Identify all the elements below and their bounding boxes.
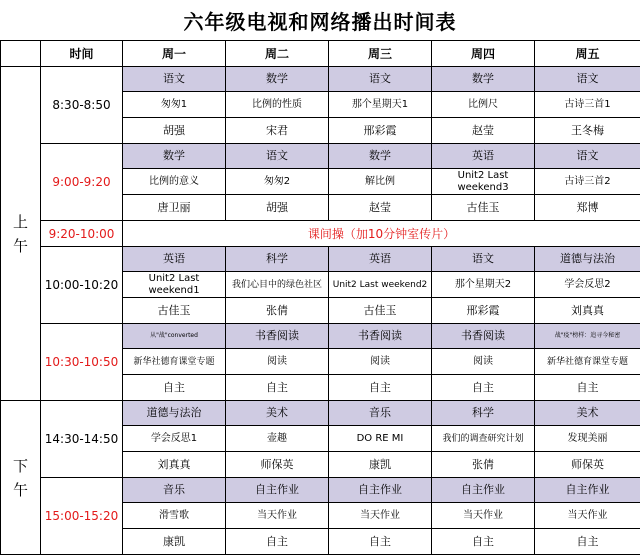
teacher-cell: 胡强 bbox=[226, 195, 329, 221]
subject-cell: 科学 bbox=[432, 401, 535, 426]
subject-cell: 语文 bbox=[535, 67, 640, 92]
subject-cell: 数学 bbox=[123, 144, 226, 169]
teacher-cell: 郑博 bbox=[535, 195, 640, 221]
subject-cell: 书香阅读 bbox=[329, 324, 432, 349]
break-label: 课间操（加10分钟室传片） bbox=[123, 221, 640, 247]
teacher-cell: 自主 bbox=[329, 375, 432, 401]
teacher-cell: 赵莹 bbox=[329, 195, 432, 221]
topic-cell: 阅读 bbox=[329, 349, 432, 375]
topic-cell: 比例尺 bbox=[432, 92, 535, 118]
topic-cell: 我们的调查研究计划 bbox=[432, 426, 535, 452]
teacher-cell: 自主 bbox=[123, 375, 226, 401]
teacher-cell: 师保英 bbox=[226, 452, 329, 478]
slot-subject-row bbox=[1, 144, 640, 169]
subject-cell: 数学 bbox=[226, 67, 329, 92]
topic-cell: Unit2 Last weekend1 bbox=[123, 272, 226, 298]
topic-cell: 当天作业 bbox=[226, 503, 329, 529]
subject-cell: 道德与法治 bbox=[123, 401, 226, 426]
header-time: 时间 bbox=[41, 41, 123, 67]
header-day-thu: 周四 bbox=[432, 41, 535, 67]
teacher-cell: 古佳玉 bbox=[123, 298, 226, 324]
teacher-cell: 康凯 bbox=[123, 529, 226, 555]
topic-cell: 当天作业 bbox=[535, 503, 640, 529]
subject-cell: 从"战"converted bbox=[123, 324, 226, 349]
teacher-cell: 赵莹 bbox=[432, 118, 535, 144]
slot-subject-row bbox=[1, 247, 640, 272]
slot-time: 14:30-14:50 bbox=[41, 401, 123, 478]
header-day-fri: 周五 bbox=[535, 41, 640, 67]
subject-cell: 数学 bbox=[432, 67, 535, 92]
topic-cell: 当天作业 bbox=[329, 503, 432, 529]
topic-cell: 学会反思2 bbox=[535, 272, 640, 298]
subject-cell: 自主作业 bbox=[535, 478, 640, 503]
subject-cell: 语文 bbox=[329, 67, 432, 92]
slot-subject-row bbox=[1, 67, 640, 92]
subject-cell: 英语 bbox=[123, 247, 226, 272]
topic-cell: 学会反思1 bbox=[123, 426, 226, 452]
teacher-cell: 自主 bbox=[432, 529, 535, 555]
subject-cell: 战"疫"榜样：追寻今秘密 bbox=[535, 324, 640, 349]
teacher-cell: 自主 bbox=[226, 375, 329, 401]
morning-label: 上 午 bbox=[1, 67, 41, 401]
subject-cell: 音乐 bbox=[329, 401, 432, 426]
topic-cell: 新华社德育课堂专题 bbox=[123, 349, 226, 375]
subject-cell: 科学 bbox=[226, 247, 329, 272]
subject-cell: 书香阅读 bbox=[226, 324, 329, 349]
subject-cell: 道德与法治 bbox=[535, 247, 640, 272]
subject-cell: 语文 bbox=[226, 144, 329, 169]
teacher-cell: 自主 bbox=[535, 375, 640, 401]
header-day-mon: 周一 bbox=[123, 41, 226, 67]
subject-cell: 英语 bbox=[432, 144, 535, 169]
topic-cell: 阅读 bbox=[226, 349, 329, 375]
topic-cell: 新华社德育课堂专题 bbox=[535, 349, 640, 375]
slot-time: 8:30-8:50 bbox=[41, 67, 123, 144]
subject-cell: 语文 bbox=[432, 247, 535, 272]
teacher-cell: 自主 bbox=[432, 375, 535, 401]
topic-cell: 滑雪歌 bbox=[123, 503, 226, 529]
afternoon-label: 下 午 bbox=[1, 401, 41, 555]
topic-cell: 匆匆2 bbox=[226, 169, 329, 195]
corner-cell bbox=[1, 41, 41, 67]
topic-cell: 古诗三首2 bbox=[535, 169, 640, 195]
teacher-cell: 胡强 bbox=[123, 118, 226, 144]
slot-time: 9:00-9:20 bbox=[41, 144, 123, 221]
teacher-cell: 康凯 bbox=[329, 452, 432, 478]
break-row bbox=[1, 221, 640, 247]
header-day-tue: 周二 bbox=[226, 41, 329, 67]
subject-cell: 自主作业 bbox=[432, 478, 535, 503]
subject-cell: 美术 bbox=[226, 401, 329, 426]
topic-cell: 匆匆1 bbox=[123, 92, 226, 118]
subject-cell: 书香阅读 bbox=[432, 324, 535, 349]
teacher-cell: 王冬梅 bbox=[535, 118, 640, 144]
slot-time: 10:30-10:50 bbox=[41, 324, 123, 401]
topic-cell: 发现美丽 bbox=[535, 426, 640, 452]
subject-cell: 语文 bbox=[535, 144, 640, 169]
teacher-cell: 自主 bbox=[329, 529, 432, 555]
topic-cell: Unit2 Last weekend2 bbox=[329, 272, 432, 298]
teacher-cell: 邢彩霞 bbox=[329, 118, 432, 144]
teacher-cell: 唐卫丽 bbox=[123, 195, 226, 221]
teacher-cell: 邢彩霞 bbox=[432, 298, 535, 324]
topic-cell: 古诗三首1 bbox=[535, 92, 640, 118]
teacher-cell: 自主 bbox=[226, 529, 329, 555]
page-title: 六年级电视和网络播出时间表 bbox=[183, 9, 457, 34]
teacher-cell: 古佳玉 bbox=[432, 195, 535, 221]
subject-cell: 美术 bbox=[535, 401, 640, 426]
topic-cell: 壶趣 bbox=[226, 426, 329, 452]
slot-subject-row bbox=[1, 478, 640, 503]
teacher-cell: 张倩 bbox=[432, 452, 535, 478]
topic-cell: 比例的意义 bbox=[123, 169, 226, 195]
subject-cell: 自主作业 bbox=[329, 478, 432, 503]
teacher-cell: 自主 bbox=[535, 529, 640, 555]
topic-cell: 比例的性质 bbox=[226, 92, 329, 118]
schedule-table bbox=[0, 40, 640, 555]
teacher-cell: 刘真真 bbox=[535, 298, 640, 324]
teacher-cell: 刘真真 bbox=[123, 452, 226, 478]
topic-cell: 阅读 bbox=[432, 349, 535, 375]
topic-cell: 解比例 bbox=[329, 169, 432, 195]
topic-cell: Unit2 Last weekend3 bbox=[432, 169, 535, 195]
subject-cell: 英语 bbox=[329, 247, 432, 272]
topic-cell: 那个星期天1 bbox=[329, 92, 432, 118]
slot-time: 15:00-15:20 bbox=[41, 478, 123, 555]
subject-cell: 音乐 bbox=[123, 478, 226, 503]
slot-subject-row bbox=[1, 324, 640, 349]
header-day-wed: 周三 bbox=[329, 41, 432, 67]
slot-time: 10:00-10:20 bbox=[41, 247, 123, 324]
slot-subject-row bbox=[1, 401, 640, 426]
teacher-cell: 师保英 bbox=[535, 452, 640, 478]
teacher-cell: 古佳玉 bbox=[329, 298, 432, 324]
subject-cell: 自主作业 bbox=[226, 478, 329, 503]
topic-cell: DO RE MI bbox=[329, 426, 432, 452]
break-time: 9:20-10:00 bbox=[41, 221, 123, 247]
teacher-cell: 张倩 bbox=[226, 298, 329, 324]
subject-cell: 数学 bbox=[329, 144, 432, 169]
teacher-cell: 宋君 bbox=[226, 118, 329, 144]
subject-cell: 语文 bbox=[123, 67, 226, 92]
topic-cell: 当天作业 bbox=[432, 503, 535, 529]
topic-cell: 我们心目中的绿色社区 bbox=[226, 272, 329, 298]
topic-cell: 那个星期天2 bbox=[432, 272, 535, 298]
header-row bbox=[1, 41, 640, 67]
